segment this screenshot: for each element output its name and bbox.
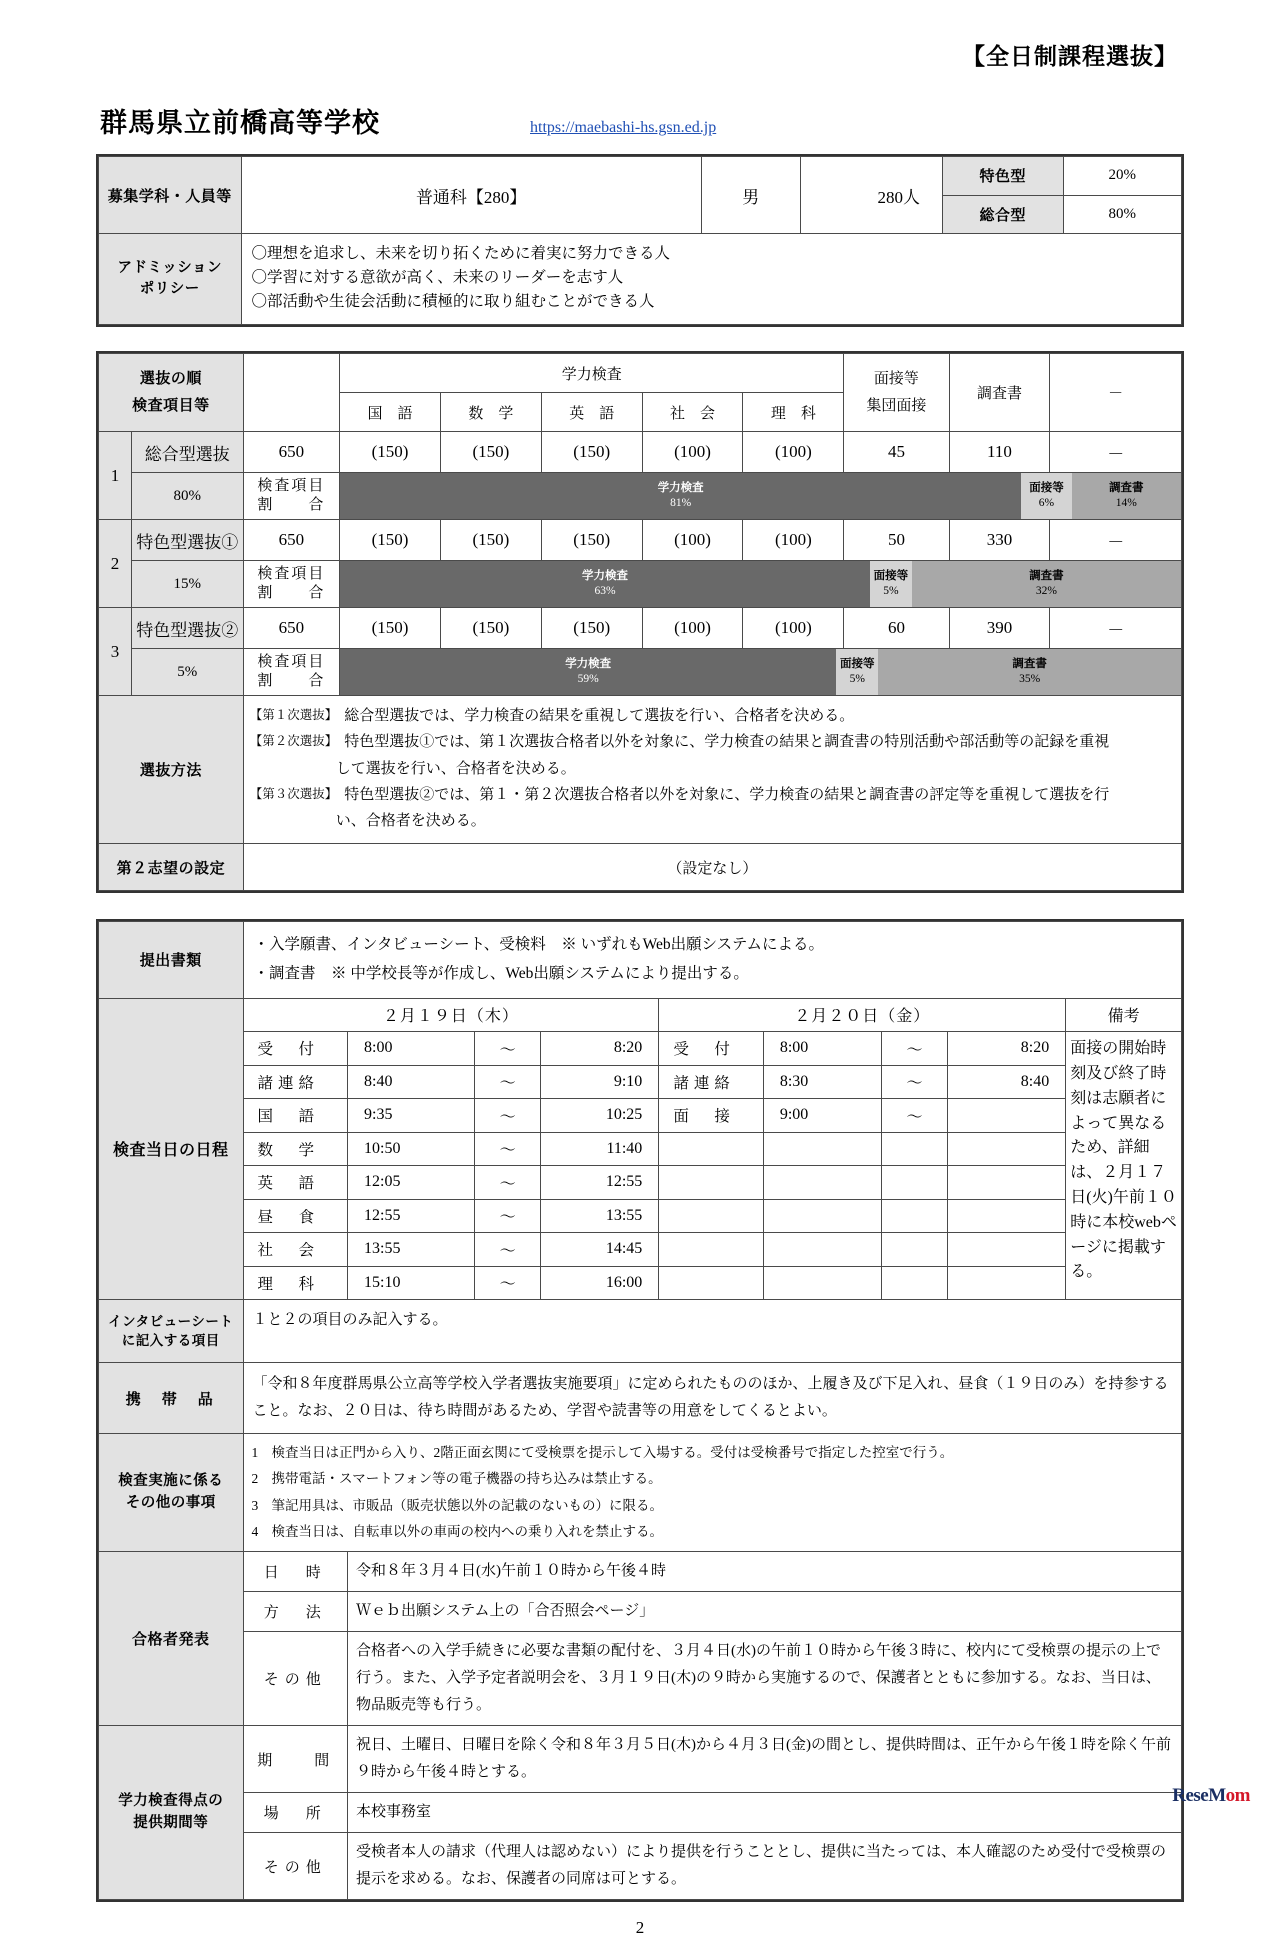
gender-value: 男 [701,157,800,234]
table-row [99,844,1182,891]
table-row [99,1632,1182,1726]
bar-segment-exam-3: 学力検査 59% [340,649,836,695]
selection-header-row [99,354,1182,393]
table-row [99,1199,1182,1233]
day1-item-6-name: 社 会 [243,1233,348,1267]
bar-segment-exam-1: 学力検査 81% [340,473,1021,519]
report-header: 調査書 [949,354,1050,432]
table-row [99,1434,1182,1552]
day2-item-3-end [948,1132,1066,1166]
table-row [99,1726,1182,1793]
day2-item-6-tilde [881,1233,948,1267]
selection-name-1: 総合型選抜 [131,432,243,473]
interview-sheet-label: インタビューシート に記入する項目 [99,1300,244,1363]
day2-item-2-end [948,1099,1066,1133]
ratio-caption-2: 検査項目 割 合 [243,561,339,608]
table-row [99,1065,1182,1099]
announcement-datetime-label: 日 時 [243,1552,348,1592]
table-row [99,1592,1182,1632]
brand-part-1: ReseM [1172,1785,1226,1806]
documents-line-1: ・入学願書、インタビューシート、受検料 ※ いずれもWeb出願システムによる。 [253,936,825,954]
announcement-method-label: 方 法 [243,1592,348,1632]
ratio-caption-1: 検査項目 割 合 [243,473,339,520]
selection-criteria-block [96,351,1184,893]
score-2-0: (150) [340,520,441,561]
page-number: 2 [635,1918,645,1938]
day2-item-2-tilde: 〜 [881,1099,948,1133]
dash-1: － [1050,432,1182,473]
school-name: 群馬県立前橋高等学校 [100,108,380,138]
policy-line-1: 〇理想を追求し、未来を切り拓くために着実に努力できる人 [251,245,671,262]
selection-name-3: 特色型選抜② [131,608,243,649]
day1-item-6-start: 13:55 [348,1233,475,1267]
academic-exam-header: 学力検査 [340,354,844,393]
other-matters-list [243,1434,1181,1552]
schedule-day1-header: ２月１９日（木） [243,998,659,1032]
method-item-3: 【第３次選抜】 特色型選抜②では、第１・第２次選抜合格者以外を対象に、学力検査の結果と調査書の評定等を重視して選抜を行 [249,786,1110,803]
day1-item-2-tilde: 〜 [474,1099,541,1133]
day1-item-1-name: 諸連絡 [243,1065,348,1099]
row-index-1: 1 [99,432,132,520]
table-row [99,1032,1182,1066]
ratio-bar-3 [340,649,1182,696]
documents-line-2: ・調査書 ※ 中学校長等が作成し、Web出願システムにより提出する。 [253,964,749,982]
interview-header: 面接等 集団面接 [844,354,949,432]
score-3-0: (150) [340,608,441,649]
bar-segment-interview-1: 面接等 6% [1021,473,1071,519]
score-1-2: (150) [541,432,642,473]
second-choice-value: （設定なし） [243,844,1181,891]
day1-item-6-tilde: 〜 [474,1233,541,1267]
table-row [99,696,1182,844]
table-row [99,1233,1182,1267]
school-header [96,101,1184,140]
method-item-2: 【第２次選抜】 特色型選抜①では、第１次選抜合格者以外を対象に、学力検査の結果と調査書の特別活動や部活動等の記録を重視 [249,734,1110,751]
table-row [99,1099,1182,1133]
subject-header-4: 理 科 [743,393,844,432]
table-row [99,608,1182,649]
subject-header-1: 数 学 [440,393,541,432]
score-3-3: (100) [642,608,743,649]
day2-item-3-start [763,1132,881,1166]
score-1-0: (150) [340,432,441,473]
belongings-text: 「令和８年度群馬県公立高等学校入学者選抜実施要項」に定められたもののほか、上履き及び下足入れ、昼食（１９日のみ）を持参すること。なお、２０日は、待ち時間があるため、学習や読書等の用意をしてくるとよい。 [243,1363,1181,1434]
day2-item-5-start [763,1199,881,1233]
interview-1: 45 [844,432,949,473]
type2-label: 総合型 [943,195,1064,234]
day1-item-4-start: 12:05 [348,1166,475,1200]
selection-order-header: 選抜の順 検査項目等 [99,354,244,432]
day2-item-5-end [948,1199,1066,1233]
remark-text: 面接の開始時刻及び終了時刻は志願者によって異なるため、詳細は、２月１７日(火)午前１０時に本校webページに掲載する。 [1066,1032,1182,1300]
score-2-3: (100) [642,520,743,561]
dash-2: － [1050,520,1182,561]
day2-item-0-end: 8:20 [948,1032,1066,1066]
remark-header: 備考 [1066,998,1182,1032]
table-row [99,1833,1182,1900]
day2-item-1-start: 8:30 [763,1065,881,1099]
table-row [99,1300,1182,1363]
bar-segment-interview-2: 面接等 5% [870,561,912,607]
resemom-logo [1172,1785,1250,1807]
interview-sheet-text: １と２の項目のみ記入する。 [243,1300,1181,1363]
score-1-1: (150) [440,432,541,473]
day2-item-6-start [763,1233,881,1267]
table-row [99,649,1182,696]
day1-item-6-end: 14:45 [541,1233,659,1267]
day2-item-0-start: 8:00 [763,1032,881,1066]
admission-policy-text [241,234,1182,325]
day1-item-7-name: 理 科 [243,1266,348,1300]
school-url-link[interactable]: https://maebashi-hs.gsn.ed.jp [530,119,717,136]
score-period-value: 祝日、土曜日、日曜日を除く令和８年３月５日(木)から４月３日(金)の間とし、提供時間は、正午から午後１時を除く午前９時から午後４時とする。 [348,1726,1182,1793]
interview-2: 50 [844,520,949,561]
score-1-4: (100) [743,432,844,473]
selection-name-2: 特色型選抜① [131,520,243,561]
day2-item-5-name [659,1199,764,1233]
score-3-2: (150) [541,608,642,649]
ratio-bar-2 [340,561,1182,608]
day2-item-4-start [763,1166,881,1200]
day1-item-0-start: 8:00 [348,1032,475,1066]
table-row [99,157,1182,196]
day2-item-3-name [659,1132,764,1166]
day2-item-6-name [659,1233,764,1267]
day1-item-2-start: 9:35 [348,1099,475,1133]
basic-info-block [96,154,1184,327]
admission-policy-label: アドミッション ポリシー [99,234,242,325]
bar-segment-report-2: 調査書 32% [912,561,1181,607]
day2-item-7-name [659,1266,764,1300]
policy-line-3: 〇部活動や生徒会活動に積極的に取り組むことができる人 [251,293,655,311]
day2-item-7-end [948,1266,1066,1300]
day2-item-1-end: 8:40 [948,1065,1066,1099]
interview-3: 60 [844,608,949,649]
method-item-1: 【第１次選抜】 総合型選抜では、学力検査の結果を重視して選抜を行い、合格者を決める。 [249,708,855,725]
type1-value: 20% [1063,157,1181,196]
bar-segment-exam-2: 学力検査 63% [340,561,870,607]
dash-header: － [1050,354,1182,432]
course-mode-tag: 【全日制課程選抜】 [962,44,1178,69]
day2-item-3-tilde [881,1132,948,1166]
day1-item-7-tilde: 〜 [474,1266,541,1300]
score-3-4: (100) [743,608,844,649]
day1-item-2-end: 10:25 [541,1099,659,1133]
table-row [99,520,1182,561]
method-item-3-cont: い、合格者を決める。 [335,813,486,830]
score-other-value: 受検者本人の請求（代理人は認めない）により提供を行うこととし、提供に当たっては、本人確認のため受付で受検票の提示を求める。なお、保護者の同席は可とする。 [348,1833,1182,1900]
total-3: 650 [243,608,339,649]
list-item: 4 検査当日は、自転車以外の車両の校内への乗り入れを禁止する。 [251,1524,664,1540]
selection-percent-3: 5% [131,649,243,696]
second-choice-label: 第２志望の設定 [99,844,244,891]
day1-item-2-name: 国 語 [243,1099,348,1133]
score-2-2: (150) [541,520,642,561]
schedule-header-row [99,998,1182,1032]
score-2-4: (100) [743,520,844,561]
table-row [99,432,1182,473]
dept-label: 募集学科・人員等 [99,157,242,234]
day1-item-7-start: 15:10 [348,1266,475,1300]
capacity-value: 280人 [800,157,943,234]
score-1-3: (100) [642,432,743,473]
belongings-label: 携 帯 品 [99,1363,244,1434]
day1-item-3-start: 10:50 [348,1132,475,1166]
day2-item-4-end [948,1166,1066,1200]
day1-item-1-start: 8:40 [348,1065,475,1099]
day1-item-0-tilde: 〜 [474,1032,541,1066]
day2-item-7-start [763,1266,881,1300]
announcement-method-value: Ｗｅｂ出願システム上の「合否照会ページ」 [348,1592,1182,1632]
table-row [99,1552,1182,1592]
day2-item-6-end [948,1233,1066,1267]
row-index-2: 2 [99,520,132,608]
day1-item-4-tilde: 〜 [474,1166,541,1200]
day2-item-5-tilde [881,1199,948,1233]
day1-item-0-name: 受 付 [243,1032,348,1066]
report-3: 390 [949,608,1050,649]
report-2: 330 [949,520,1050,561]
subject-header-0: 国 語 [340,393,441,432]
day1-item-0-end: 8:20 [541,1032,659,1066]
day2-item-2-start: 9:00 [763,1099,881,1133]
table-row [99,1363,1182,1434]
day1-item-3-name: 数 学 [243,1132,348,1166]
day1-item-5-start: 12:55 [348,1199,475,1233]
day1-item-4-end: 12:55 [541,1166,659,1200]
score-place-label: 場 所 [243,1793,348,1833]
brand-part-2: om [1225,1785,1250,1806]
method-item-2-cont: して選抜を行い、合格者を決める。 [335,760,576,777]
day1-item-7-end: 16:00 [541,1266,659,1300]
day1-item-5-tilde: 〜 [474,1199,541,1233]
day1-item-5-end: 13:55 [541,1199,659,1233]
table-row [99,561,1182,608]
score-3-1: (150) [440,608,541,649]
day2-item-4-name [659,1166,764,1200]
day1-item-4-name: 英 語 [243,1166,348,1200]
announcement-other-value: 合格者への入学手続きに必要な書類の配付を、３月４日(水)の午前１０時から午後３時に、校内にて受検票の提示の上で行う。また、入学予定者説明会を、３月１９日(木)の９時から実施するので、保護者とともに参加する。なお、当日は、物品販売等も行う。 [348,1632,1182,1726]
list-item: 3 筆記用具は、市販品（販売状態以外の記載のないもの）に限る。 [251,1497,664,1513]
day1-item-3-tilde: 〜 [474,1132,541,1166]
schedule-label: 検査当日の日程 [99,998,244,1300]
list-item: 2 携帯電話・スマートフォン等の電子機器の持ち込みは禁止する。 [251,1471,662,1487]
type1-label: 特色型 [943,157,1064,196]
day2-item-7-tilde [881,1266,948,1300]
announcement-datetime-value: 令和８年３月４日(水)午前１０時から午後４時 [348,1552,1182,1592]
selection-percent-1: 80% [131,473,243,520]
table-row [99,1166,1182,1200]
department-value: 普通科【280】 [241,157,701,234]
table-row [99,1793,1182,1833]
total-1: 650 [243,432,339,473]
bar-segment-report-3: 調査書 35% [878,649,1181,695]
subject-header-2: 英 語 [541,393,642,432]
ratio-bar-1 [340,473,1182,520]
day1-item-3-end: 11:40 [541,1132,659,1166]
score-other-label: その他 [243,1833,348,1900]
selection-method-label: 選抜方法 [99,696,244,844]
bar-segment-report-1: 調査書 14% [1072,473,1181,519]
table-row [99,1132,1182,1166]
announcement-other-label: その他 [243,1632,348,1726]
ratio-caption-3: 検査項目 割 合 [243,649,339,696]
documents-text [243,922,1181,998]
total-2: 650 [243,520,339,561]
selection-method-text [243,696,1181,844]
day2-item-1-name: 諸連絡 [659,1065,764,1099]
report-1: 110 [949,432,1050,473]
day2-item-4-tilde [881,1166,948,1200]
type2-value: 80% [1063,195,1181,234]
day2-item-0-tilde: 〜 [881,1032,948,1066]
day1-item-1-tilde: 〜 [474,1065,541,1099]
bar-segment-interview-3: 面接等 5% [836,649,878,695]
policy-line-2: 〇学習に対する意欲が高く、未来のリーダーを志す人 [251,269,624,287]
table-row [99,473,1182,520]
day1-item-5-name: 昼 食 [243,1199,348,1233]
day2-item-1-tilde: 〜 [881,1065,948,1099]
day2-item-2-name: 面 接 [659,1099,764,1133]
table-row [99,1266,1182,1300]
other-matters-label: 検査実施に係る その他の事項 [99,1434,244,1552]
table-row [99,234,1182,325]
dash-3: － [1050,608,1182,649]
score-2-1: (150) [440,520,541,561]
total-score-header [243,354,339,432]
selection-percent-2: 15% [131,561,243,608]
score-place-value: 本校事務室 [348,1793,1182,1833]
score-disclosure-label: 学力検査得点の 提供期間等 [99,1726,244,1900]
list-item: 1 検査当日は正門から入り、2階正面玄関にて受検票を提示して入場する。受付は受検番号で指定した控室で行う。 [251,1445,954,1461]
procedure-block [96,919,1184,1902]
score-period-label: 期 間 [243,1726,348,1793]
row-index-3: 3 [99,608,132,696]
documents-label: 提出書類 [99,922,244,998]
day2-item-0-name: 受 付 [659,1032,764,1066]
announcement-label: 合格者発表 [99,1552,244,1726]
schedule-day2-header: ２月２０日（金） [659,998,1066,1032]
table-row [99,922,1182,998]
subject-header-3: 社 会 [642,393,743,432]
day1-item-1-end: 9:10 [541,1065,659,1099]
